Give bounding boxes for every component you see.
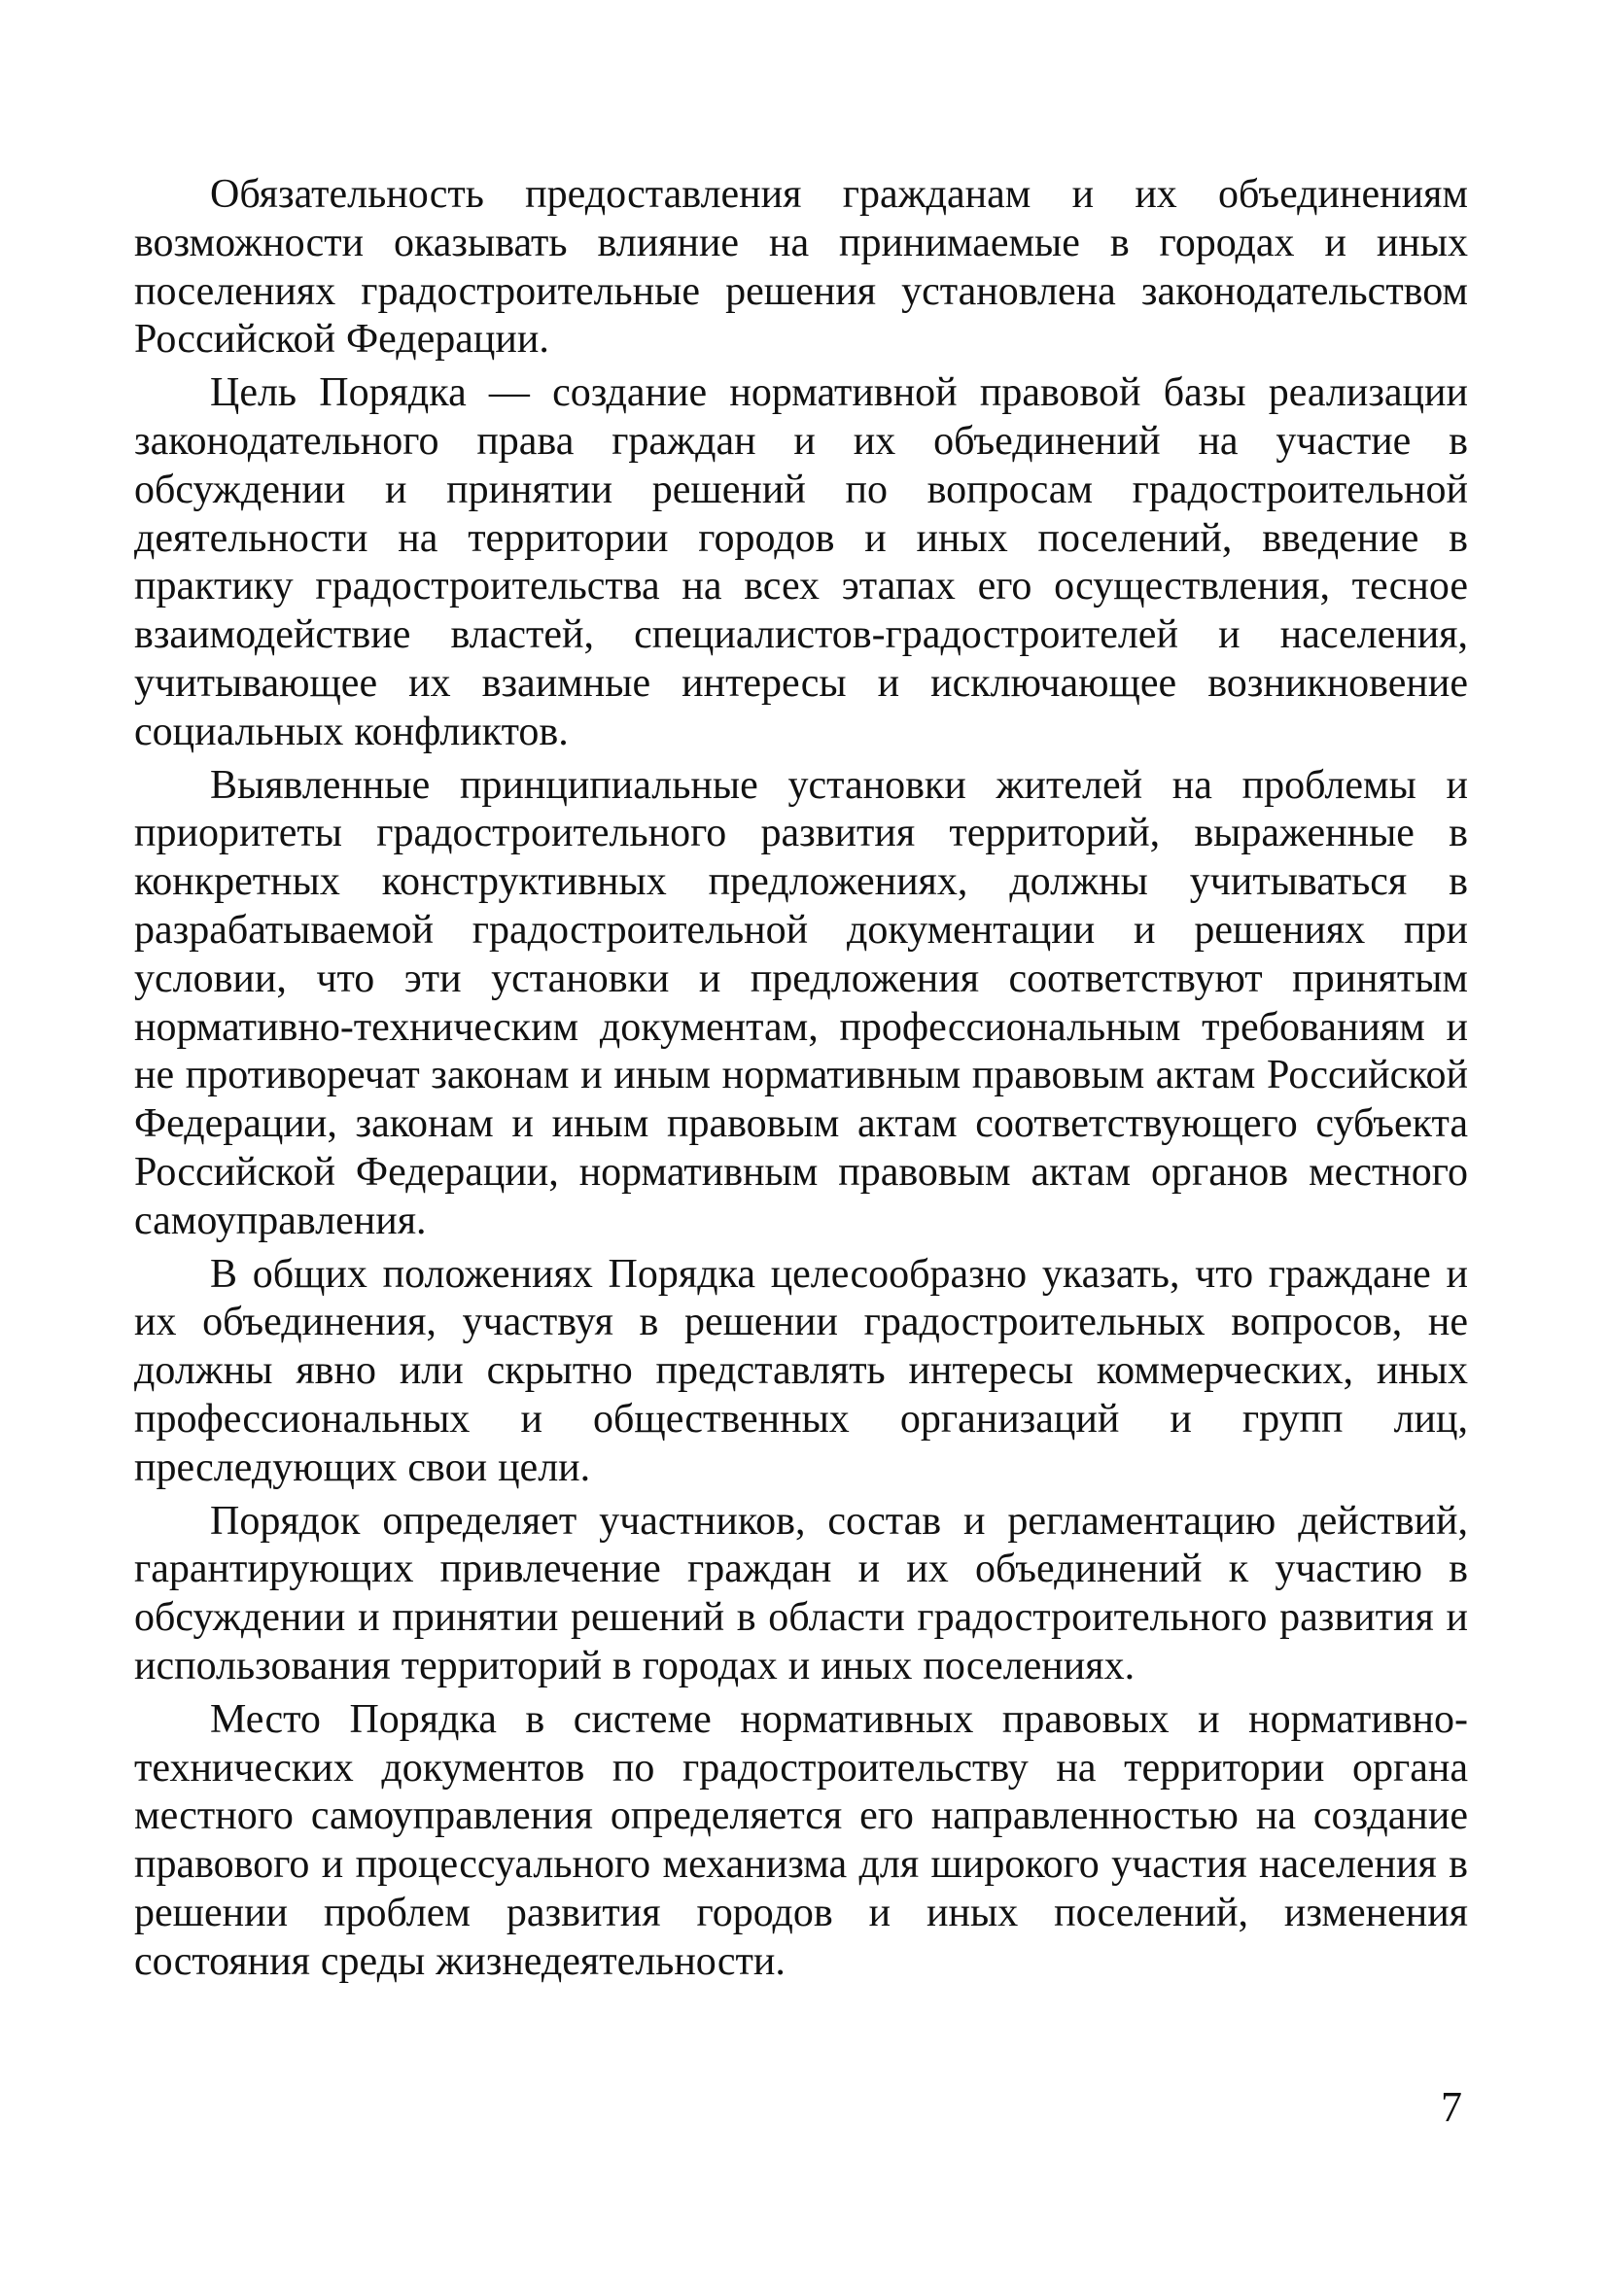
paragraph-3: Выявленные принципиальные установки жителей на проблемы и приоритеты градостроительного развития территорий, выраженные в конкретных конструктивных предложениях, должны учитываться в разрабатываемой градостроительной документации и решениях при условии, что эти установки и предложения соответствуют принятым нормативно-техническим документам, профессиональным требованиям и не противоречат законам и иным нормативным правовым актам Российской Федерации, законам и иным правовым актам соответствующего субъекта Российской Федерации, нормативным правовым актам органов местного самоуправления. xyxy=(134,762,1468,1243)
body-text xyxy=(134,171,1468,1991)
paragraph-6: Место Порядка в системе нормативных правовых и нормативно-технических документов по градостроительству на территории органа местного самоуправления определяется его направленностью на создание правового и процессуального механизма для широкого участия населения в решении проблем развития городов и иных поселений, изменения состояния среды жизнедеятельности. xyxy=(134,1696,1468,1984)
paragraph-5: Порядок определяет участников, состав и регламентацию действий, гарантирующих привлечение граждан и их объединений к участию в обсуждении и принятии решений в области градостроительного развития и использования территорий в городах и иных поселениях. xyxy=(134,1498,1468,1688)
paragraph-1: Обязательность предоставления гражданам и их объединениям возможности оказывать влияние на принимаемые в городах и иных поселениях градостроительные решения установлена законодательством Российской Федерации. xyxy=(134,172,1468,363)
page-number: 7 xyxy=(1441,2083,1462,2131)
paragraph-4: В общих положениях Порядка целесообразно указать, что граждане и их объединения, участвуя в решении градостроительных вопросов, не должны явно или скрытно представлять интересы коммерческих, иных профессиональных и общественных организаций и групп лиц, преследующих свои цели. xyxy=(134,1251,1468,1490)
paragraph-2: Цель Порядка — создание нормативной правовой базы реализации законодательного права граждан и их объединений на участие в обсуждении и принятии решений по вопросам градостроительной деятельности на территории городов и иных поселений, введение в практику градостроительства на всех этапах его осуществления, тесное взаимодействие властей, специалистов-градостроителей и населения, учитывающее их взаимные интересы и исключающее возникновение социальных конфликтов. xyxy=(134,370,1468,754)
